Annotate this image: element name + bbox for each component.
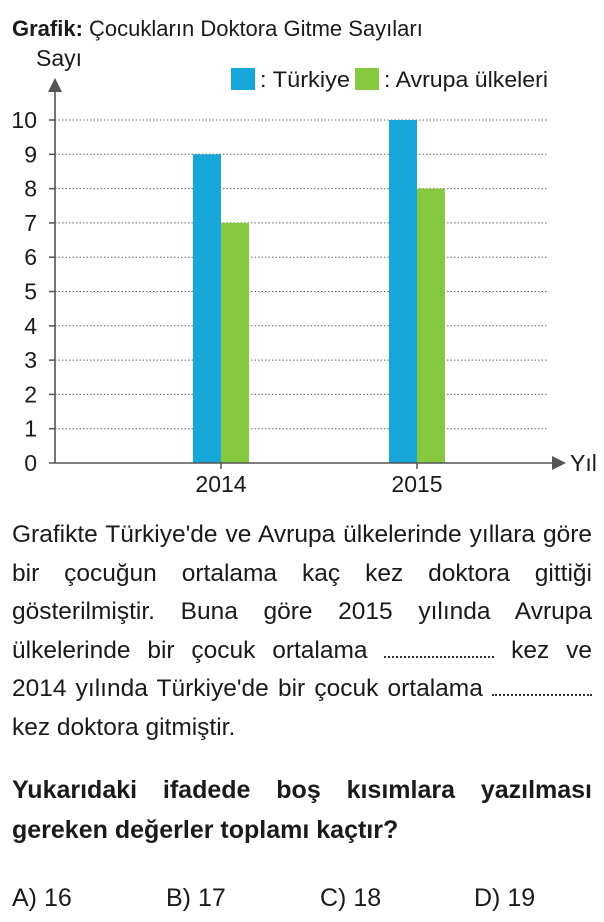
bar-avrupa-2014 [221, 223, 249, 463]
legend-swatch [355, 68, 379, 90]
chart-title-text: Çocukların Doktora Gitme Sayıları [89, 16, 423, 41]
y-tick-label: 3 [24, 347, 37, 374]
y-tick-label: 1 [24, 415, 37, 442]
option-c[interactable] [320, 884, 381, 913]
y-tick-label: 7 [24, 209, 37, 236]
option-d-value: 19 [507, 884, 536, 912]
option-b[interactable] [166, 884, 226, 913]
answer-blank-2 [492, 676, 592, 696]
y-tick-label: 10 [11, 107, 37, 133]
y-tick-label: 5 [24, 278, 37, 305]
bar-avrupa-2015 [417, 189, 445, 463]
x-axis-arrow [552, 456, 566, 470]
chart-title-prefix: Grafik: [12, 16, 83, 41]
legend-label: : Türkiye [260, 67, 350, 92]
option-b-value: 17 [197, 884, 226, 912]
legend-swatch [231, 68, 255, 90]
y-axis-label: Sayı [36, 45, 83, 71]
y-axis-arrow [48, 78, 62, 92]
y-tick-label: 4 [24, 312, 37, 339]
bar-turkiye-2014 [193, 154, 221, 463]
x-tick-label: 2015 [391, 471, 443, 497]
y-tick-label: 6 [24, 244, 37, 271]
option-c-label: C) [320, 884, 347, 912]
x-axis-label: Yıl [570, 450, 597, 476]
question-part-1: Grafikte Türkiye'de ve Avrupa ülkelerinde yıllara göre bir çocuğun ortalama kaç kez doktora gittiği gösterilmiştir. Buna göre 2015 yılında Avrupa ülkelerinde bir çocuk ortalama [12, 521, 592, 664]
y-tick-label: 9 [24, 141, 37, 168]
bar-turkiye-2015 [389, 120, 417, 463]
y-tick-label: 0 [24, 450, 37, 476]
y-tick-label: 2 [24, 381, 37, 408]
bar-chart [0, 40, 604, 500]
option-d-label: D) [474, 884, 501, 912]
chart-title [12, 16, 423, 42]
option-a[interactable] [12, 884, 72, 913]
question-part-3: kez doktora gitmiştir. [12, 713, 236, 741]
option-b-label: B) [166, 884, 191, 912]
y-tick-label: 8 [24, 175, 37, 202]
option-d[interactable] [474, 884, 535, 913]
question-prompt: Yukarıdaki ifadede boş kısımlara yazılması gereken değerler toplamı kaçtır? [12, 776, 592, 844]
option-c-value: 18 [353, 884, 382, 912]
option-a-value: 16 [43, 884, 72, 912]
option-a-label: A) [12, 884, 37, 912]
question-text [12, 516, 592, 748]
question-part-2: kez ve 2014 yılında Türkiye'de bir çocuk ortalama [12, 636, 592, 703]
answer-blank-1 [384, 638, 494, 658]
x-tick-label: 2014 [195, 471, 247, 497]
legend-label: : Avrupa ülkeleri [384, 67, 548, 92]
